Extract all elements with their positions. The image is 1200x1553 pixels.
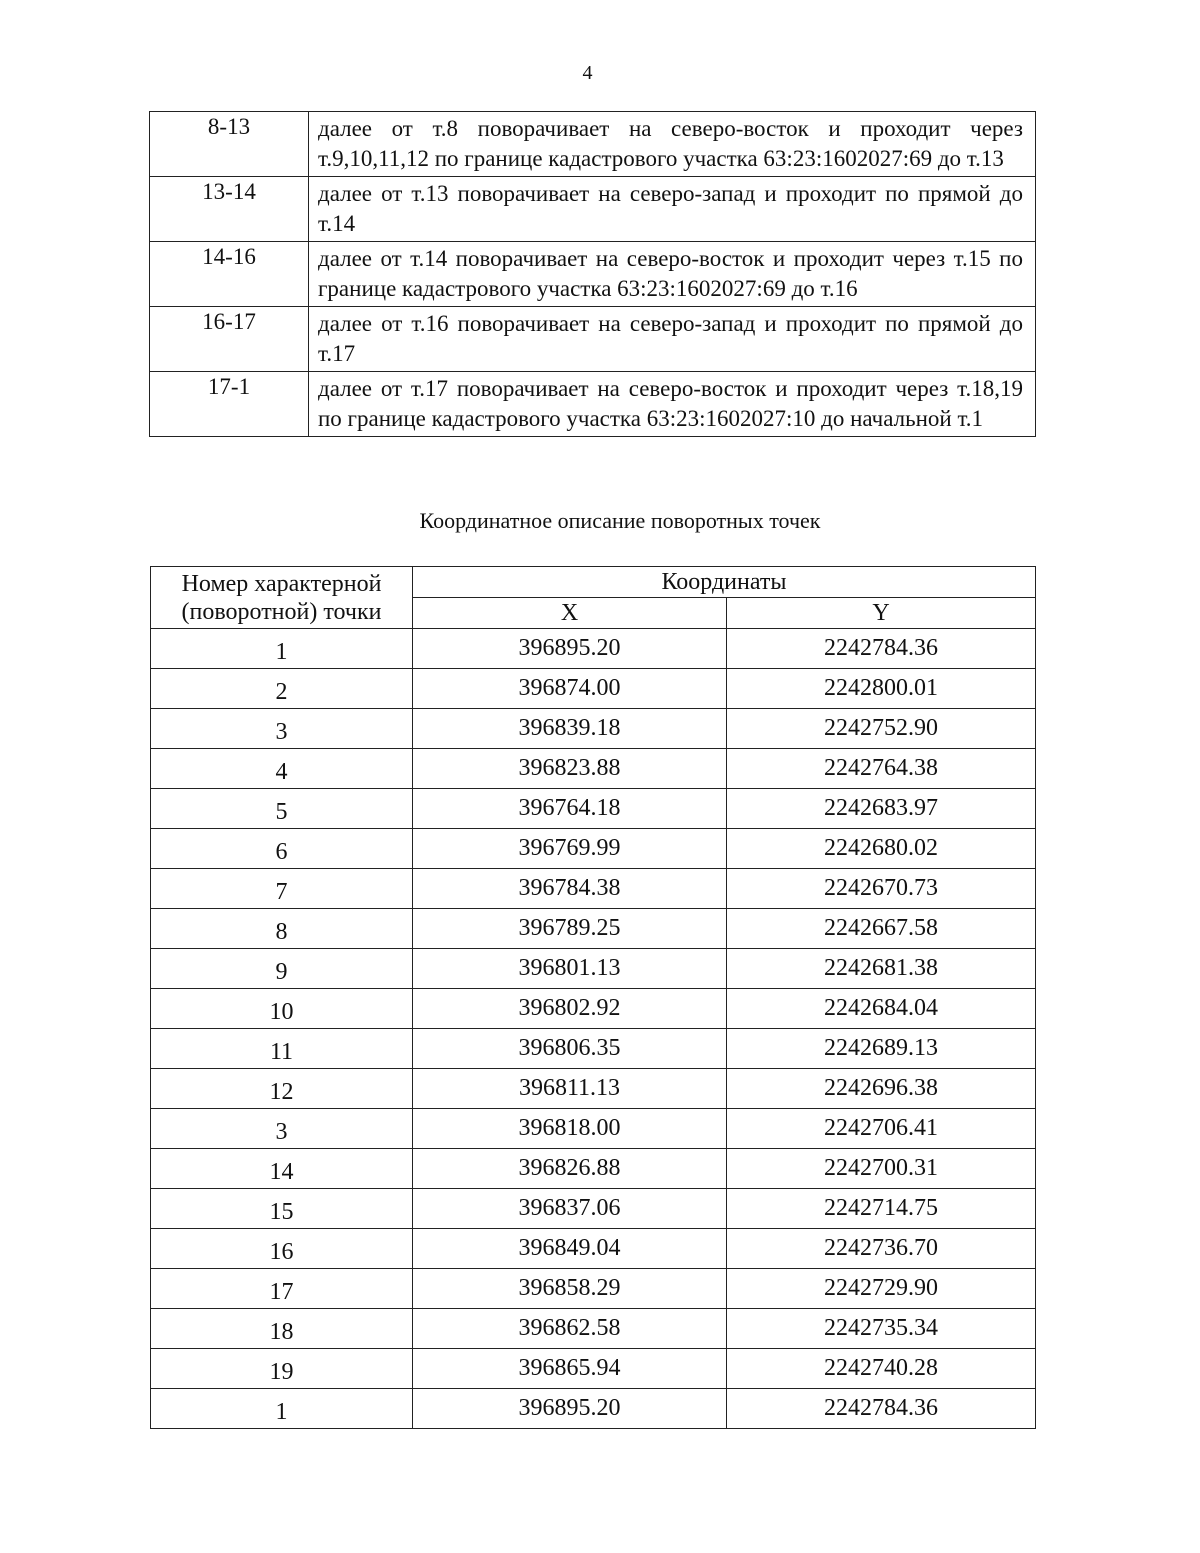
x-coordinate-cell: 396811.13 [413, 1069, 727, 1109]
y-coordinate-cell: 2242684.04 [727, 989, 1036, 1029]
y-coordinate-cell: 2242752.90 [727, 709, 1036, 749]
x-coordinate-cell: 396784.38 [413, 869, 727, 909]
table-row [151, 669, 1036, 709]
table-row [151, 989, 1036, 1029]
x-coordinate-cell: 396789.25 [413, 909, 727, 949]
table-row [151, 1149, 1036, 1189]
y-coordinate-cell: 2242764.38 [727, 749, 1036, 789]
table-row [151, 869, 1036, 909]
segment-description: далее от т.17 поворачивает на северо-восток и проходит через т.18,19 по границе кадастрового участка 63:23:1602027:10 до начальной т.1 [309, 372, 1036, 437]
y-coordinate-cell: 2242700.31 [727, 1149, 1036, 1189]
header-x: X [413, 598, 727, 629]
y-coordinate-cell: 2242696.38 [727, 1069, 1036, 1109]
segment-id: 8-13 [150, 112, 309, 177]
segment-description: далее от т.14 поворачивает на северо-восток и проходит через т.15 по границе кадастрового участка 63:23:1602027:69 до т.16 [309, 242, 1036, 307]
table-row [151, 1029, 1036, 1069]
y-coordinate-cell: 2242740.28 [727, 1349, 1036, 1389]
y-coordinate-cell: 2242800.01 [727, 669, 1036, 709]
y-coordinate-cell: 2242736.70 [727, 1229, 1036, 1269]
x-coordinate-cell: 396818.00 [413, 1109, 727, 1149]
coordinates-header [151, 567, 1036, 629]
y-coordinate-cell: 2242784.36 [727, 1389, 1036, 1429]
x-coordinate-cell: 396837.06 [413, 1189, 727, 1229]
segments-body [150, 112, 1036, 437]
point-number-cell: 1 [151, 1389, 413, 1429]
point-number-cell: 8 [151, 909, 413, 949]
segment-row [150, 307, 1036, 372]
segment-description: далее от т.13 поворачивает на северо-запад и проходит по прямой до т.14 [309, 177, 1036, 242]
y-coordinate-cell: 2242706.41 [727, 1109, 1036, 1149]
segment-description: далее от т.16 поворачивает на северо-запад и проходит по прямой до т.17 [309, 307, 1036, 372]
point-number-cell: 6 [151, 829, 413, 869]
table-row [151, 1349, 1036, 1389]
table-row [151, 1389, 1036, 1429]
segment-description: далее от т.8 поворачивает на северо-восток и проходит через т.9,10,11,12 по границе кадастрового участка 63:23:1602027:69 до т.13 [309, 112, 1036, 177]
segment-id: 13-14 [150, 177, 309, 242]
point-number-cell: 18 [151, 1309, 413, 1349]
coordinates-table [150, 566, 1036, 1429]
table-row [151, 1109, 1036, 1149]
coordinates-caption: Координатное описание поворотных точек [419, 508, 821, 533]
header-point-line2: (поворотной) точки [181, 598, 382, 625]
header-coordinates: Координаты [413, 567, 1036, 598]
header-point-line1: Номер характерной [181, 570, 382, 597]
point-number-cell: 3 [151, 1109, 413, 1149]
x-coordinate-cell: 396839.18 [413, 709, 727, 749]
point-number-cell: 3 [151, 709, 413, 749]
coordinates-body [151, 629, 1036, 1429]
point-number-cell: 4 [151, 749, 413, 789]
point-number-cell: 14 [151, 1149, 413, 1189]
y-coordinate-cell: 2242714.75 [727, 1189, 1036, 1229]
boundary-segments-table [149, 111, 1036, 437]
x-coordinate-cell: 396826.88 [413, 1149, 727, 1189]
x-coordinate-cell: 396858.29 [413, 1269, 727, 1309]
point-number-cell: 19 [151, 1349, 413, 1389]
page-number: 4 [582, 62, 593, 84]
x-coordinate-cell: 396823.88 [413, 749, 727, 789]
x-coordinate-cell: 396764.18 [413, 789, 727, 829]
table-row [151, 909, 1036, 949]
point-number-cell: 10 [151, 989, 413, 1029]
point-number-cell: 7 [151, 869, 413, 909]
point-number-cell: 15 [151, 1189, 413, 1229]
table-row [151, 629, 1036, 669]
table-row [151, 1189, 1036, 1229]
table-row [151, 1069, 1036, 1109]
x-coordinate-cell: 396801.13 [413, 949, 727, 989]
table-row [151, 789, 1036, 829]
y-coordinate-cell: 2242683.97 [727, 789, 1036, 829]
point-number-cell: 11 [151, 1029, 413, 1069]
point-number-cell: 12 [151, 1069, 413, 1109]
table-row [151, 1309, 1036, 1349]
header-point-number [151, 567, 413, 629]
x-coordinate-cell: 396862.58 [413, 1309, 727, 1349]
table-row [151, 709, 1036, 749]
point-number-cell: 16 [151, 1229, 413, 1269]
segment-row [150, 242, 1036, 307]
segment-row [150, 177, 1036, 242]
point-number-cell: 9 [151, 949, 413, 989]
segment-id: 14-16 [150, 242, 309, 307]
point-number-cell: 2 [151, 669, 413, 709]
y-coordinate-cell: 2242670.73 [727, 869, 1036, 909]
x-coordinate-cell: 396865.94 [413, 1349, 727, 1389]
y-coordinate-cell: 2242689.13 [727, 1029, 1036, 1069]
y-coordinate-cell: 2242729.90 [727, 1269, 1036, 1309]
y-coordinate-cell: 2242681.38 [727, 949, 1036, 989]
table-row [151, 949, 1036, 989]
segment-id: 16-17 [150, 307, 309, 372]
x-coordinate-cell: 396895.20 [413, 629, 727, 669]
table-row [151, 829, 1036, 869]
x-coordinate-cell: 396895.20 [413, 1389, 727, 1429]
point-number-cell: 1 [151, 629, 413, 669]
segment-row [150, 372, 1036, 437]
x-coordinate-cell: 396769.99 [413, 829, 727, 869]
header-y: Y [727, 598, 1036, 629]
y-coordinate-cell: 2242667.58 [727, 909, 1036, 949]
x-coordinate-cell: 396849.04 [413, 1229, 727, 1269]
y-coordinate-cell: 2242784.36 [727, 629, 1036, 669]
point-number-cell: 17 [151, 1269, 413, 1309]
x-coordinate-cell: 396806.35 [413, 1029, 727, 1069]
x-coordinate-cell: 396874.00 [413, 669, 727, 709]
table-row [151, 749, 1036, 789]
segment-id: 17-1 [150, 372, 309, 437]
y-coordinate-cell: 2242680.02 [727, 829, 1036, 869]
x-coordinate-cell: 396802.92 [413, 989, 727, 1029]
y-coordinate-cell: 2242735.34 [727, 1309, 1036, 1349]
segment-row [150, 112, 1036, 177]
table-row [151, 1269, 1036, 1309]
table-row [151, 1229, 1036, 1269]
point-number-cell: 5 [151, 789, 413, 829]
